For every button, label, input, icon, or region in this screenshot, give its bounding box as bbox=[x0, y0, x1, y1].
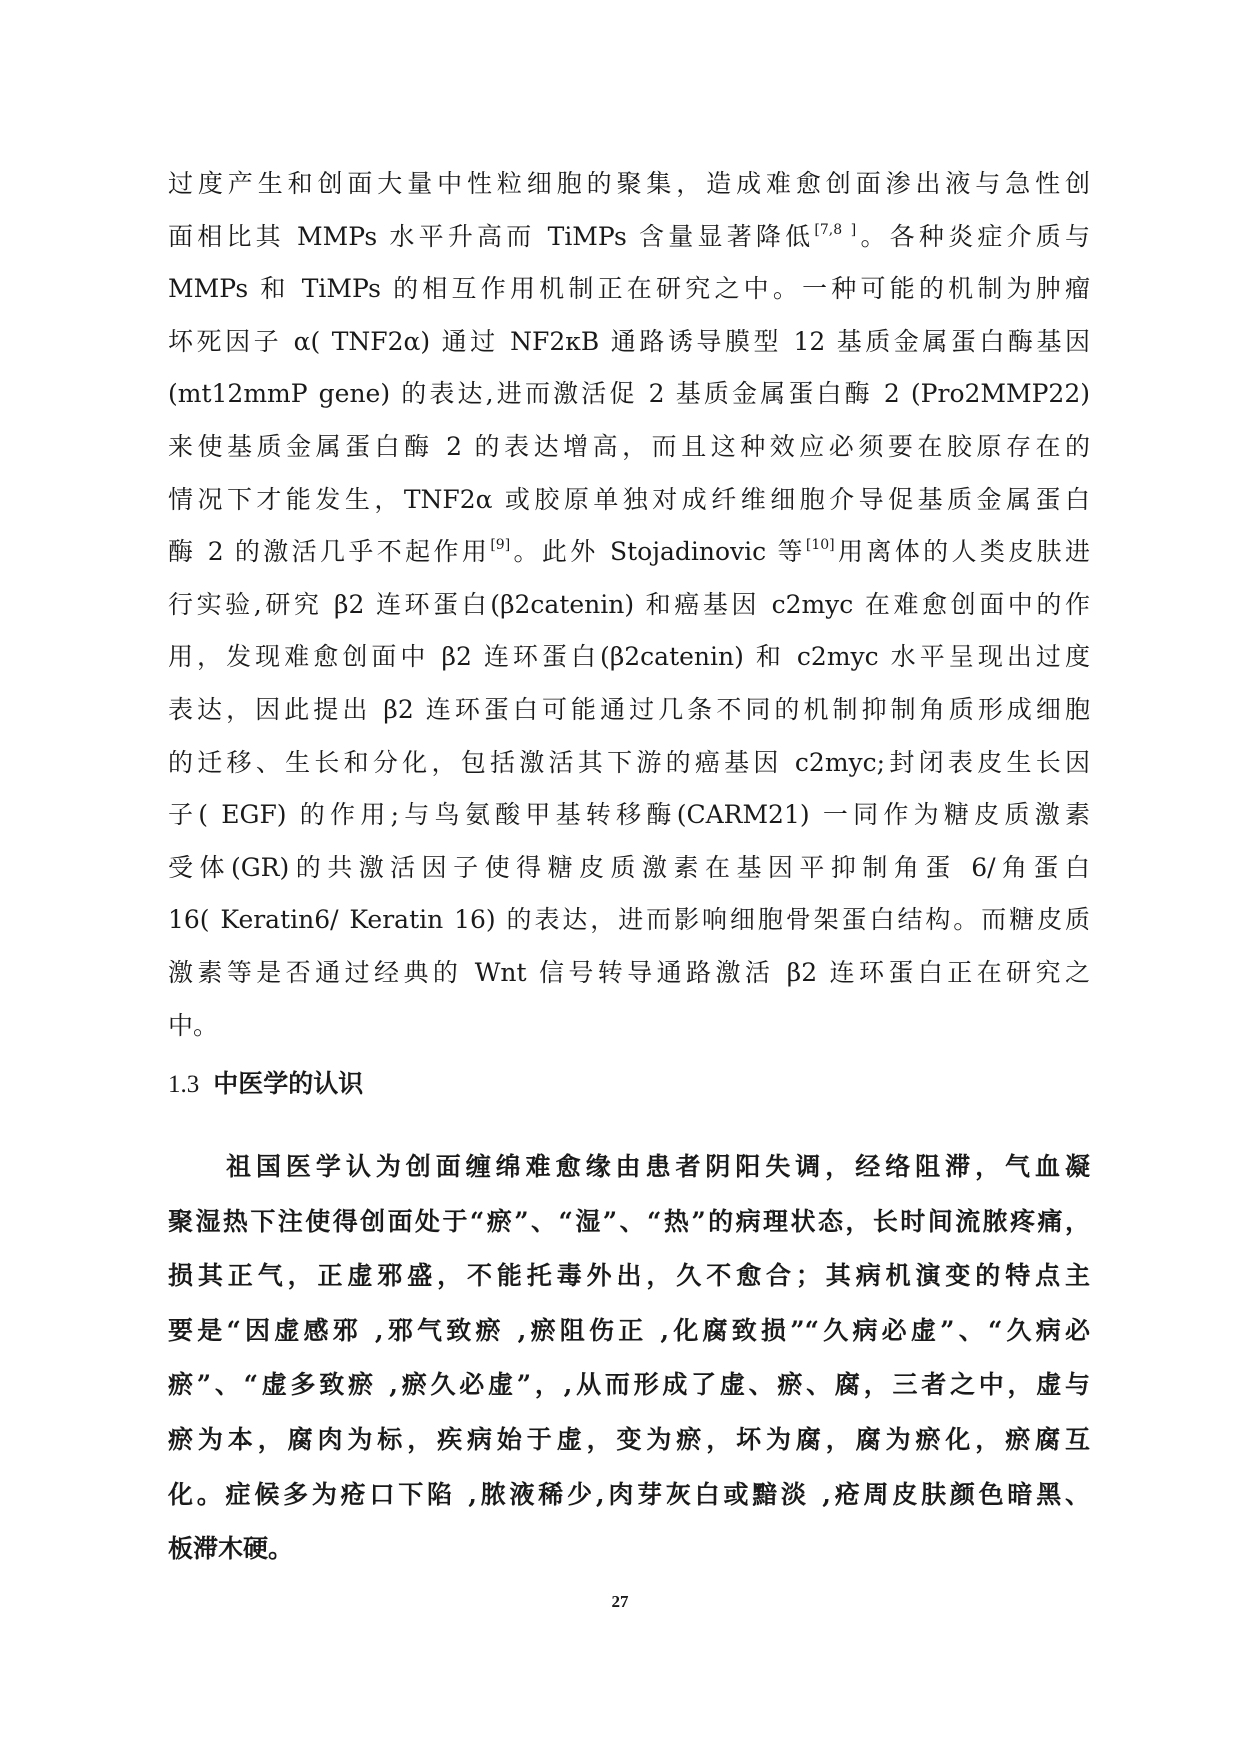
citation-ref: [10] bbox=[805, 537, 835, 554]
text-line: 激素等是否通过经典的 Wnt 信号转导通路激活 β2 连环蛋白正在研究之 bbox=[168, 957, 1090, 987]
citation-ref: [9] bbox=[490, 537, 511, 554]
body-paragraph bbox=[168, 158, 1090, 1052]
text-line: 情况下才能发生，TNF2α 或胶原单独对成纤维细胞介导促基质金属蛋白 bbox=[168, 484, 1090, 514]
section-heading bbox=[168, 1066, 363, 1103]
text-line: MMPs 和 TiMPs 的相互作用机制正在研究之中。一种可能的机制为肿瘤 bbox=[168, 274, 1090, 304]
text-line: 损其正气，正虚邪盛，不能托毒外出，久不愈合；其病机演变的特点主 bbox=[168, 1261, 1090, 1291]
section-title: 中医学的认识 bbox=[213, 1069, 364, 1098]
body-paragraph bbox=[168, 1140, 1090, 1577]
text-line: 用，发现难愈创面中 β2 连环蛋白(β2catenin) 和 c2myc 水平呈现出过度 bbox=[168, 642, 1090, 672]
text-line: 板滞木硬。 bbox=[168, 1534, 294, 1564]
text-line: (mt12mmP gene) 的表达,进而激活促 2 基质金属蛋白酶 2 (Pro2MMP22) bbox=[168, 379, 1090, 409]
page-number: 27 bbox=[611, 1592, 629, 1611]
text-line: 受体(GR)的共激活因子使得糖皮质激素在基因平抑制角蛋 6/角蛋白 bbox=[168, 852, 1090, 882]
text-line: 过度产生和创面大量中性粒细胞的聚集，造成难愈创面渗出液与急性创 bbox=[168, 169, 1090, 198]
text-line: 瘀为本，腐肉为标，疾病始于虚，变为瘀，坏为腐，腐为瘀化，瘀腐互 bbox=[168, 1424, 1090, 1454]
text-line: 酶 2 的激活几乎不起作用[9]。此外 Stojadinovic 等[10]用离体的人类皮肤进 bbox=[168, 537, 1090, 567]
text-line: 瘀”、“虚多致瘀 ,瘀久必虚”，,从而形成了虚、瘀、腐，三者之中，虚与 bbox=[168, 1370, 1090, 1400]
text-line: 表达，因此提出 β2 连环蛋白可能通过几条不同的机制抑制角质形成细胞 bbox=[168, 694, 1090, 724]
text-line: 要是“因虚感邪 ,邪气致瘀 ,瘀阻伤正 ,化腐致损”“久病必虚”、“久病必 bbox=[168, 1315, 1090, 1345]
text-line: 子( EGF) 的作用;与鸟氨酸甲基转移酶(CARM21) 一同作为糖皮质激素 bbox=[168, 800, 1090, 830]
text-line: 行实验,研究 β2 连环蛋白(β2catenin) 和癌基因 c2myc 在难愈创面中的作 bbox=[168, 589, 1090, 619]
text-line: 的迁移、生长和分化，包括激活其下游的癌基因 c2myc;封闭表皮生长因 bbox=[168, 747, 1090, 777]
section-number: 1.3 bbox=[168, 1071, 200, 1098]
citation-ref: [7,8 ] bbox=[814, 221, 857, 238]
text-line: 中。 bbox=[168, 1010, 219, 1040]
text-line: 16( Keratin6/ Keratin 16) 的表达，进而影响细胞骨架蛋白结构。而糖皮质 bbox=[168, 905, 1090, 935]
text-line: 聚湿热下注使得创面处于“瘀”、“湿”、“热”的病理状态，长时间流脓疼痛， bbox=[168, 1206, 1090, 1236]
text-line: 祖国医学认为创面缠绵难愈缘由患者阴阳失调，经络阻滞，气血凝 bbox=[226, 1152, 1090, 1181]
text-line: 来使基质金属蛋白酶 2 的表达增高，而且这种效应必须要在胶原存在的 bbox=[168, 431, 1090, 461]
text-line: 化。症候多为疮口下陷 ,脓液稀少,肉芽灰白或黯淡 ,疮周皮肤颜色暗黑、 bbox=[168, 1479, 1090, 1509]
text-line: 面相比其 MMPs 水平升高而 TiMPs 含量显著降低[7,8 ]。各种炎症介质与 bbox=[168, 221, 1090, 251]
text-line: 坏死因子 α( TNF2α) 通过 NF2κB 通路诱导膜型 12 基质金属蛋白酶基因 bbox=[168, 326, 1090, 356]
